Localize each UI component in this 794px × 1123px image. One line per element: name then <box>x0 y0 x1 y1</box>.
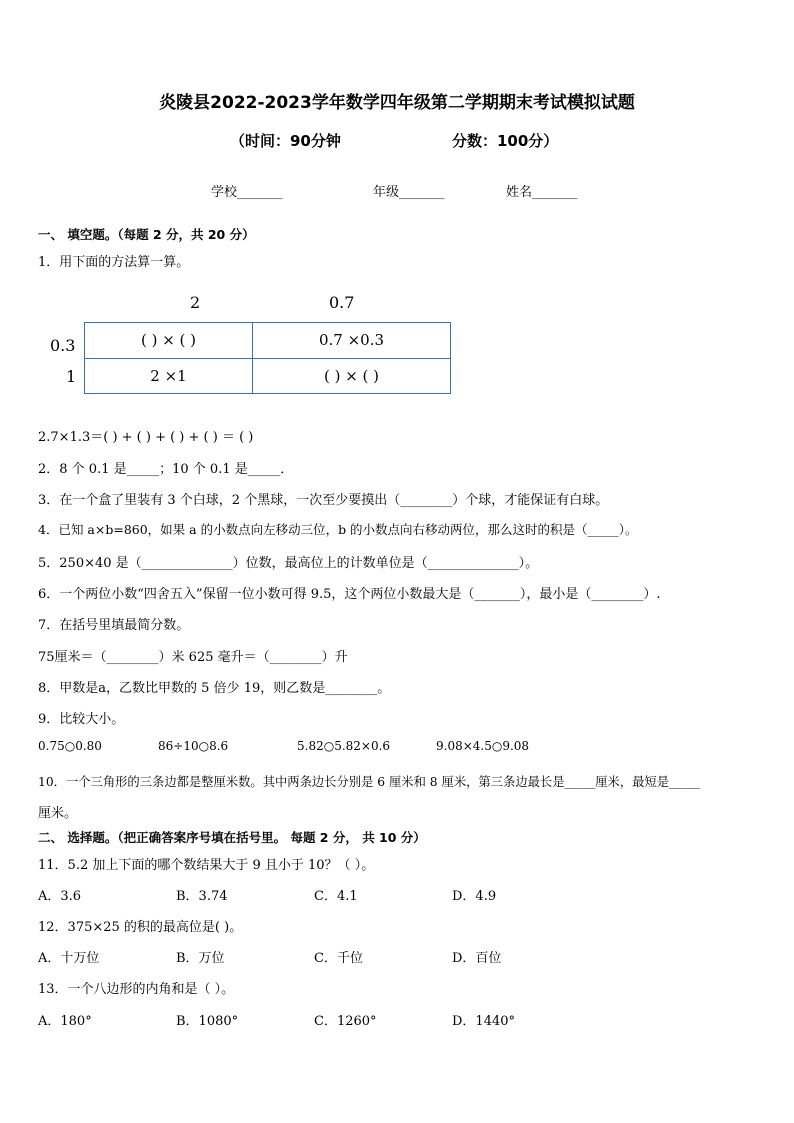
school-label: 学校 <box>211 185 238 200</box>
option-12-b[interactable]: B．万位 <box>176 951 225 966</box>
school-blank[interactable]: _______ <box>237 185 283 200</box>
question-1-equation[interactable]: 2.7×1.3＝( ) + ( ) + ( ) + ( ) ＝ ( ) <box>38 430 254 445</box>
col-label-2: 0.7 <box>329 293 355 312</box>
question-3[interactable]: 3．在一个盒了里装有 3 个白球，2 个黑球，一次至少要摸出（________）个球，才能保证有白球。 <box>38 493 609 508</box>
question-13: 13．一个八边形的内角和是（ ）。 <box>38 982 235 997</box>
compare-item-2[interactable]: 86÷10○8.6 <box>158 739 229 753</box>
cell-r1c2: 0.7 ×0.3 <box>253 323 451 359</box>
row-label-2: 1 <box>66 367 77 386</box>
exam-score: 分数：100分） <box>452 132 559 150</box>
option-11-b[interactable]: B．3.74 <box>176 889 228 904</box>
question-11: 11．5.2 加上下面的哪个数结果大于 9 且小于 10？（ ）。 <box>38 858 375 873</box>
name-label: 姓名 <box>506 185 533 200</box>
option-13-a[interactable]: A．180° <box>38 1014 92 1029</box>
option-11-d[interactable]: D．4.9 <box>452 889 497 904</box>
section-2-heading: 二、 选择题。（把正确答案序号填在括号里。 每题 2 分， 共 10 分） <box>38 830 426 845</box>
grade-field <box>373 181 445 200</box>
row-label-1: 0.3 <box>50 336 76 355</box>
question-5[interactable]: 5．250×40 是（______________）位数，最高位上的计数单位是（______________）。 <box>38 556 539 571</box>
question-10[interactable]: 10．一个三角形的三条边都是整厘米数。其中两条边长分别是 6 厘米和 8 厘米，第三条边最长是_____厘米，最短是_____ <box>38 775 700 789</box>
option-12-c[interactable]: C．千位 <box>314 951 363 966</box>
question-8[interactable]: 8．甲数是a，乙数比甲数的 5 倍少 19，则乙数是________。 <box>38 681 391 696</box>
question-12: 12．375×25 的积的最高位是( )。 <box>38 920 243 935</box>
question-2[interactable]: 2．8 个 0.1 是_____；10 个 0.1 是_____． <box>38 462 294 477</box>
question-1: 1．用下面的方法算一算。 <box>38 255 190 270</box>
grade-label: 年级 <box>373 185 400 200</box>
option-13-c[interactable]: C．1260° <box>314 1014 377 1029</box>
option-12-a[interactable]: A．十万位 <box>38 951 100 966</box>
col-label-1: 2 <box>190 293 201 312</box>
section-1-heading: 一、 填空题。（每题 2 分，共 20 分） <box>38 227 255 242</box>
grade-blank[interactable]: _______ <box>399 185 445 200</box>
option-11-a[interactable]: A．3.6 <box>38 889 82 904</box>
option-13-d[interactable]: D．1440° <box>452 1014 516 1029</box>
option-11-c[interactable]: C．4.1 <box>314 889 358 904</box>
cell-r2c1: 2 ×1 <box>85 358 253 394</box>
question-7: 7．在括号里填最简分数。 <box>38 618 190 633</box>
option-13-b[interactable]: B．1080° <box>176 1014 239 1029</box>
area-model-table <box>84 322 451 394</box>
cell-r2c2[interactable]: ( ) × ( ) <box>253 358 451 394</box>
compare-item-3[interactable]: 5.82○5.82×0.6 <box>297 739 391 753</box>
question-7-line[interactable]: 75厘米＝（________）米 625 毫升＝（________）升 <box>38 650 348 665</box>
cell-r1c1[interactable]: ( ) × ( ) <box>85 323 253 359</box>
question-9: 9．比较大小。 <box>38 712 125 727</box>
exam-time: （时间：90分钟 <box>230 132 341 150</box>
question-10-line2: 厘米。 <box>38 806 78 821</box>
question-6[interactable]: 6．一个两位小数“四舍五入”保留一位小数可得 9.5，这个两位小数最大是（_______），最小是（________）. <box>38 587 661 602</box>
option-12-d[interactable]: D．百位 <box>452 951 502 966</box>
compare-item-4[interactable]: 9.08×4.5○9.08 <box>436 739 530 753</box>
school-field <box>211 181 283 200</box>
question-4[interactable]: 4．已知 a×b=860，如果 a 的小数点向左移动三位，b 的小数点向右移动两位，那么这时的积是（_____）。 <box>38 522 638 537</box>
exam-title: 炎陵县2022-2023学年数学四年级第二学期期末考试模拟试题 <box>159 93 635 113</box>
name-field <box>506 181 578 200</box>
name-blank[interactable]: _______ <box>532 185 578 200</box>
compare-item-1[interactable]: 0.75○0.80 <box>38 739 102 753</box>
